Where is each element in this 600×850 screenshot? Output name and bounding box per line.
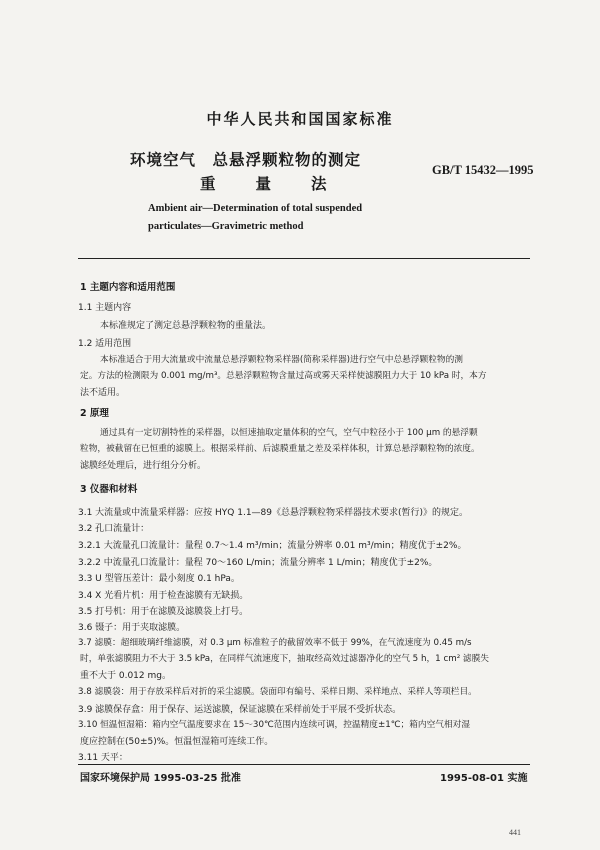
list-item-continuation: 时，单张滤膜阻力不大于 3.5 kPa，在同样气流速度下，抽取经高效过滤器净化的空气 5 h，1 cm² 滤膜失 (80, 654, 489, 664)
list-item: 3.3 U 型管压差计：最小刻度 0.1 hPa。 (78, 574, 240, 584)
list-item: 3.11 天平： (78, 753, 128, 763)
approval-date: 国家环境保护局 1995-03-25 批准 (80, 773, 241, 784)
section-1-1-text: 本标准规定了测定总悬浮颗粒物的重量法。 (100, 321, 272, 331)
header-divider (78, 258, 530, 259)
section-1-2-heading: 1.2 适用范围 (78, 339, 132, 349)
standard-category: 中华人民共和国国家标准 (206, 110, 394, 128)
section-2-heading: 2 原理 (80, 408, 109, 419)
list-item: 3.10 恒温恒湿箱：箱内空气温度要求在 15～30℃范围内连续可调，控温精度±1℃；箱内空气相对湿 (78, 720, 471, 730)
footer-divider (78, 764, 530, 765)
section-1-1-heading: 1.1 主题内容 (78, 303, 132, 313)
section-1-heading: 1 主题内容和适用范围 (80, 282, 176, 293)
document-title-line1: 环境空气 总悬浮颗粒物的测定 (130, 151, 362, 169)
list-item: 3.1 大流量或中流量采样器：应按 HYQ 1.1—89《总悬浮颗粒物采样器技术要求(暂行)》的规定。 (78, 508, 469, 518)
section-2-text-line1: 通过具有一定切割特性的采样器，以恒速抽取定量体积的空气，空气中粒径小于 100 μm 的悬浮颗 (100, 428, 478, 438)
section-1-2-text-line3: 法不适用。 (80, 388, 126, 398)
list-item: 3.7 滤膜：超细玻璃纤维滤膜，对 0.3 μm 标准粒子的截留效率不低于 99%，在气流速度为 0.45 m/s (78, 638, 472, 648)
standard-code: GB/T 15432—1995 (432, 163, 534, 177)
list-item: 3.4 X 光看片机：用于检查滤膜有无缺损。 (78, 591, 249, 601)
english-title-line1: Ambient air—Determination of total suspended (148, 203, 363, 214)
section-2-text-line2: 粒物，被截留在已恒重的滤膜上。根据采样前、后滤膜重量之差及采样体积，计算总悬浮颗粒物的浓度。 (80, 444, 480, 454)
list-item: 3.2 孔口流量计： (78, 524, 150, 534)
list-item-continuation: 重不大于 0.012 mg。 (80, 671, 171, 681)
section-1-2-text-line2: 定。方法的检测限为 0.001 mg/m³。总悬浮颗粒物含量过高或雾天采样使滤膜阻力大于 10 kPa 时，本方 (80, 371, 487, 381)
page-number: 441 (509, 828, 521, 837)
list-item: 3.2.2 中流量孔口流量计：量程 70～160 L/min；流量分辨率 1 L/min；精度优于±2%。 (78, 558, 438, 568)
section-2-text-line3: 滤膜经处理后，进行组分分析。 (80, 461, 207, 471)
list-item-continuation: 度应控制在(50±5)%。恒温恒湿箱可连续工作。 (80, 737, 274, 747)
list-item: 3.8 滤膜袋：用于存放采样后对折的采尘滤膜。袋面印有编号、采样日期、采样地点、采样人等项栏目。 (78, 687, 477, 697)
section-3-heading: 3 仪器和材料 (80, 484, 138, 495)
implementation-date: 1995-08-01 实施 (440, 773, 528, 784)
list-item: 3.9 滤膜保存盒：用于保存、运送滤膜，保证滤膜在采样前处于平展不受折状态。 (78, 705, 402, 715)
list-item: 3.6 镊子：用于夹取滤膜。 (78, 623, 186, 633)
section-1-2-text-line1: 本标准适合于用大流量或中流量总悬浮颗粒物采样器(简称采样器)进行空气中总悬浮颗粒物的测 (100, 355, 463, 365)
english-title-line2: particulates—Gravimetric method (148, 221, 304, 232)
list-item: 3.2.1 大流量孔口流量计：量程 0.7～1.4 m³/min；流量分辨率 0.01 m³/min；精度优于±2%。 (78, 541, 467, 551)
list-item: 3.5 打号机：用于在滤膜及滤膜袋上打号。 (78, 607, 249, 617)
document-title-line2: 重量法 (200, 175, 367, 193)
